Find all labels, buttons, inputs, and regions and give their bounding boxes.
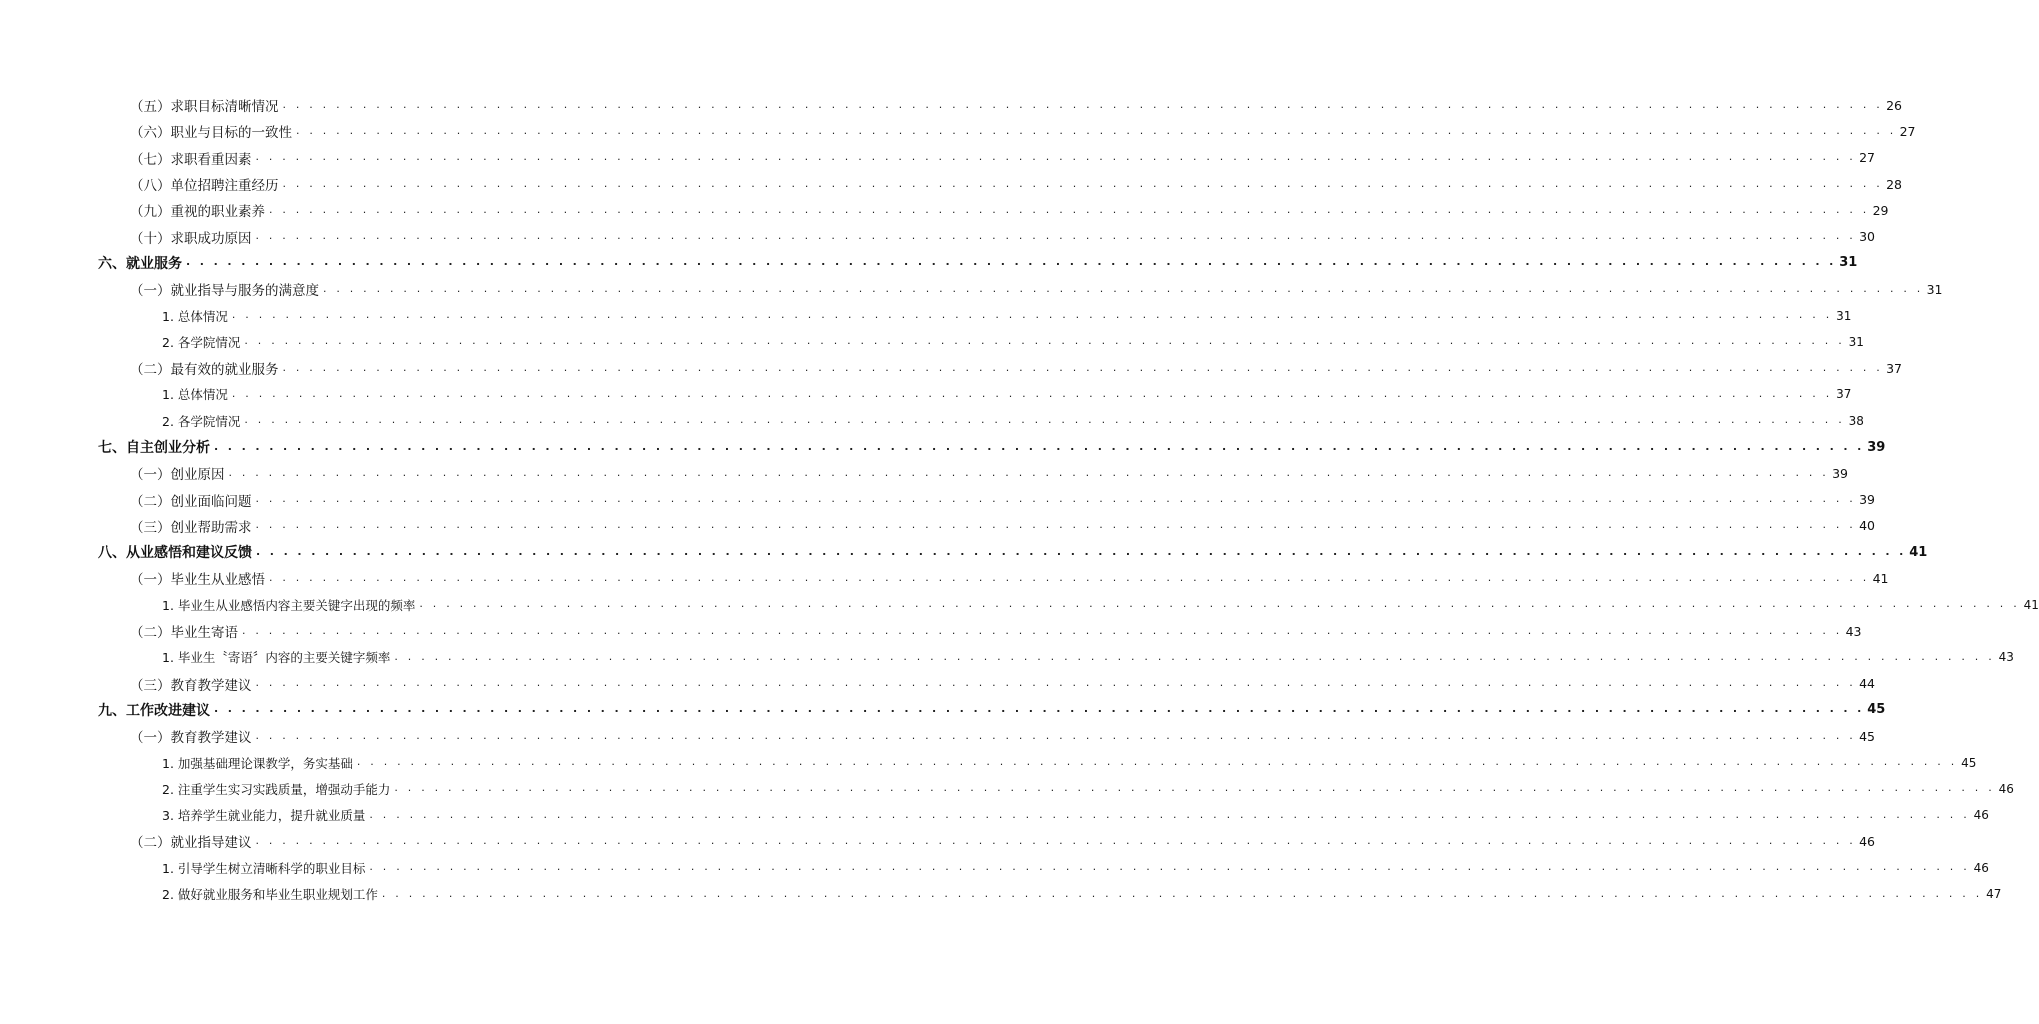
toc-entry-title: （五）求职目标清晰情况: [130, 95, 283, 115]
toc-entry-line: [162, 408, 1864, 434]
toc-entry-page-number: 45: [1859, 728, 1875, 744]
toc-entry: [0, 118, 1916, 144]
toc-entry-line: [130, 565, 1889, 591]
dot-leader: . . . . . . . . . . . . . . . . . . . . . . . . . . . . . . . . . . . . . . . . . . . . . . . . . . . . . . . . . . . . . . . . . . . . . . . . . . . . . . . . . . . . . . . . . . . . . . . . . . . . . . . . . . . . . . . . . . . . . . . .: [214, 439, 1865, 453]
dot-leader: . . . . . . . . . . . . . . . . . . . . . . . . . . . . . . . . . . . . . . . . . . . . . . . . . . . . . . . . . . . . . . . . . . . . . . . . . . . . . . . . . . . . . . . . . . . . . . . . . . . . . . . . . . . . . . . . . . . . . . . .: [296, 123, 1897, 137]
toc-entry-title: 九、工作改进建议: [98, 700, 214, 720]
toc-entry-title: 2. 各学院情况: [162, 412, 244, 430]
dot-leader: . . . . . . . . . . . . . . . . . . . . . . . . . . . . . . . . . . . . . . . . . . . . . . . . . . . . . . . . . . . . . . . . . . . . . . . . . . . . . . . . . . . . . . . . . . . . . . . . . . . . . . . . . . . . . . . . . . . . . . . .: [228, 465, 1829, 479]
toc-entry: [0, 250, 1858, 276]
toc-entry-title: （六）职业与目标的一致性: [130, 121, 296, 141]
toc-entry: [0, 749, 1977, 775]
dot-leader: . . . . . . . . . . . . . . . . . . . . . . . . . . . . . . . . . . . . . . . . . . . . . . . . . . . . . . . . . . . . . . . . . . . . . . . . . . . . . . . . . . . . . . . . . . . . . . . . . . . . . . . . . . . . . . . . . . . . . . . .: [231, 386, 1833, 400]
dot-leader: . . . . . . . . . . . . . . . . . . . . . . . . . . . . . . . . . . . . . . . . . . . . . . . . . . . . . . . . . . . . . . . . . . . . . . . . . . . . . . . . . . . . . . . . . . . . . . . . . . . . . . . . . . . . . . . . . . . . . . . .: [369, 860, 1970, 874]
toc-entry-line: [98, 539, 1928, 565]
toc-entry-title: （二）最有效的就业服务: [130, 358, 283, 378]
dot-leader: . . . . . . . . . . . . . . . . . . . . . . . . . . . . . . . . . . . . . . . . . . . . . . . . . . . . . . . . . . . . . . . . . . . . . . . . . . . . . . . . . . . . . . . . . . . . . . . . . . . . . . . . . . . . . . . . . . . . . . . .: [255, 728, 1856, 742]
toc-entry: [0, 539, 1928, 565]
dot-leader: . . . . . . . . . . . . . . . . . . . . . . . . . . . . . . . . . . . . . . . . . . . . . . . . . . . . . . . . . . . . . . . . . . . . . . . . . . . . . . . . . . . . . . . . . . . . . . . . . . . . . . . . . . . . . . . . . . . . . . . .: [269, 570, 1870, 584]
dot-leader: . . . . . . . . . . . . . . . . . . . . . . . . . . . . . . . . . . . . . . . . . . . . . . . . . . . . . . . . . . . . . . . . . . . . . . . . . . . . . . . . . . . . . . . . . . . . . . . . . . . . . . . . . . . . . . . . . . . . . . . .: [231, 308, 1833, 322]
toc-entry-title: 3. 培养学生就业能力，提升就业质量: [162, 806, 369, 824]
toc-entry-line: [162, 329, 1864, 355]
toc-entry: [0, 381, 1852, 407]
toc-entry-line: [130, 513, 1875, 539]
toc-entry: [0, 486, 1875, 512]
toc-entry-page-number: 31: [1836, 308, 1852, 323]
toc-entry-page-number: 27: [1859, 150, 1875, 166]
toc-entry-title: （一）毕业生从业感悟: [130, 568, 269, 588]
toc-entry-line: [162, 644, 2014, 670]
toc-entry-line: [130, 828, 1875, 854]
dot-leader: . . . . . . . . . . . . . . . . . . . . . . . . . . . . . . . . . . . . . . . . . . . . . . . . . . . . . . . . . . . . . . . . . . . . . . . . . . . . . . . . . . . . . . . . . . . . . . . . . . . . . . . . . . . . . . . . . . . . . . . .: [282, 360, 1883, 374]
toc-entry-title: 1. 总体情况: [162, 385, 232, 403]
toc-entry-title: 1. 加强基础理论课教学，务实基础: [162, 754, 357, 772]
toc-entry-line: [130, 355, 1902, 381]
toc-entry-title: （三）教育教学建议: [130, 674, 256, 694]
toc-entry-line: [130, 486, 1875, 512]
toc-entry-line: [162, 855, 1989, 881]
dot-leader: . . . . . . . . . . . . . . . . . . . . . . . . . . . . . . . . . . . . . . . . . . . . . . . . . . . . . . . . . . . . . . . . . . . . . . . . . . . . . . . . . . . . . . . . . . . . . . . . . . . . . . . . . . . . . . . . . . . . . . . .: [255, 518, 1856, 532]
toc-entry-page-number: 44: [1859, 676, 1875, 692]
toc-entry: [0, 434, 1886, 460]
toc-entry-title: 2. 做好就业服务和毕业生职业规划工作: [162, 885, 382, 903]
toc-entry-page-number: 29: [1872, 202, 1889, 218]
dot-leader: . . . . . . . . . . . . . . . . . . . . . . . . . . . . . . . . . . . . . . . . . . . . . . . . . . . . . . . . . . . . . . . . . . . . . . . . . . . . . . . . . . . . . . . . . . . . . . . . . . . . . . . . . . . . . . . . . . . . . . . .: [394, 781, 1995, 795]
toc-entry-title: 1. 毕业生〝寄语〞内容的主要关键字频率: [162, 648, 394, 666]
toc-entry: [0, 592, 2039, 618]
toc-entry-title: 1. 总体情况: [162, 307, 232, 325]
toc-entry: [0, 197, 1889, 223]
dot-leader: . . . . . . . . . . . . . . . . . . . . . . . . . . . . . . . . . . . . . . . . . . . . . . . . . . . . . . . . . . . . . . . . . . . . . . . . . . . . . . . . . . . . . . . . . . . . . . . . . . . . . . . . . . . . . . . . . . . . . . . .: [255, 150, 1856, 164]
toc-entry: [0, 671, 1875, 697]
toc-entry-page-number: 39: [1867, 439, 1886, 455]
toc-entry-page-number: 27: [1899, 123, 1916, 139]
dot-leader: . . . . . . . . . . . . . . . . . . . . . . . . . . . . . . . . . . . . . . . . . . . . . . . . . . . . . . . . . . . . . . . . . . . . . . . . . . . . . . . . . . . . . . . . . . . . . . . . . . . . . . . . . . . . . . . . . . . . . . . .: [269, 202, 1870, 216]
dot-leader: . . . . . . . . . . . . . . . . . . . . . . . . . . . . . . . . . . . . . . . . . . . . . . . . . . . . . . . . . . . . . . . . . . . . . . . . . . . . . . . . . . . . . . . . . . . . . . . . . . . . . . . . . . . . . . . . . . . . . . . .: [394, 649, 1995, 663]
toc-entry: [0, 697, 1886, 723]
toc-entry-line: [162, 881, 2002, 907]
toc-entry-title: （二）创业面临问题: [130, 490, 256, 510]
toc-entry: [0, 355, 1902, 381]
toc-entry-title: （三）创业帮助需求: [130, 516, 256, 536]
toc-entry-page-number: 37: [1836, 387, 1852, 402]
toc-entry: [0, 776, 2014, 802]
toc-entry-title: 2. 各学院情况: [162, 333, 244, 351]
toc-entry-page-number: 43: [1845, 623, 1862, 639]
toc-entry-page-number: 37: [1886, 360, 1902, 376]
toc-entry-line: [130, 618, 1862, 644]
toc-entry-title: 2. 注重学生实习实践质量，增强动手能力: [162, 780, 394, 798]
toc-entry: [0, 802, 1989, 828]
toc-entry: [0, 92, 1902, 118]
toc-entry-title: （一）教育教学建议: [130, 726, 256, 746]
toc-entry-title: （二）就业指导建议: [130, 831, 256, 851]
dot-leader: . . . . . . . . . . . . . . . . . . . . . . . . . . . . . . . . . . . . . . . . . . . . . . . . . . . . . . . . . . . . . . . . . . . . . . . . . . . . . . . . . . . . . . . . . . . . . . . . . . . . . . . . . . . . . . . . . . . . . . . .: [186, 255, 1837, 269]
toc-entry-line: [130, 460, 1848, 486]
toc-entry-line: [162, 592, 2039, 618]
toc-entry-page-number: 47: [1986, 887, 2002, 902]
toc-entry: [0, 171, 1902, 197]
toc-entry: [0, 223, 1875, 249]
toc-entry-line: [130, 145, 1875, 171]
dot-leader: . . . . . . . . . . . . . . . . . . . . . . . . . . . . . . . . . . . . . . . . . . . . . . . . . . . . . . . . . . . . . . . . . . . . . . . . . . . . . . . . . . . . . . . . . . . . . . . . . . . . . . . . . . . . . . . . . . . . . . . .: [242, 623, 1843, 637]
toc-entry-line: [162, 749, 1977, 775]
dot-leader: . . . . . . . . . . . . . . . . . . . . . . . . . . . . . . . . . . . . . . . . . . . . . . . . . . . . . . . . . . . . . . . . . . . . . . . . . . . . . . . . . . . . . . . . . . . . . . . . . . . . . . . . . . . . . . . . . . . . . . . .: [255, 676, 1856, 690]
toc-entry-title: （九）重视的职业素养: [130, 200, 269, 220]
toc-entry-page-number: 45: [1867, 702, 1886, 718]
toc-entry-page-number: 43: [1998, 650, 2014, 665]
dot-leader: . . . . . . . . . . . . . . . . . . . . . . . . . . . . . . . . . . . . . . . . . . . . . . . . . . . . . . . . . . . . . . . . . . . . . . . . . . . . . . . . . . . . . . . . . . . . . . . . . . . . . . . . . . . . . . . . . . . . . . . .: [255, 833, 1856, 847]
table-of-contents: [0, 92, 2039, 907]
toc-entry-page-number: 46: [1973, 860, 1989, 875]
toc-entry: [0, 565, 1889, 591]
toc-entry-page-number: 39: [1859, 492, 1875, 508]
toc-entry-page-number: 31: [1839, 255, 1858, 271]
toc-entry-title: 1. 引导学生树立清晰科学的职业目标: [162, 859, 369, 877]
toc-entry-title: （二）毕业生寄语: [130, 621, 242, 641]
toc-entry: [0, 329, 1864, 355]
toc-entry-title: 八、从业感悟和建议反馈: [98, 542, 256, 562]
toc-entry-title: 六、就业服务: [98, 253, 186, 273]
dot-leader: . . . . . . . . . . . . . . . . . . . . . . . . . . . . . . . . . . . . . . . . . . . . . . . . . . . . . . . . . . . . . . . . . . . . . . . . . . . . . . . . . . . . . . . . . . . . . . . . . . . . . . . . . . . . . . . . . . . . . . . .: [323, 281, 1924, 295]
dot-leader: . . . . . . . . . . . . . . . . . . . . . . . . . . . . . . . . . . . . . . . . . . . . . . . . . . . . . . . . . . . . . . . . . . . . . . . . . . . . . . . . . . . . . . . . . . . . . . . . . . . . . . . . . . . . . . . . . . . . . . . .: [369, 807, 1970, 821]
toc-entry-line: [130, 118, 1916, 144]
dot-leader: . . . . . . . . . . . . . . . . . . . . . . . . . . . . . . . . . . . . . . . . . . . . . . . . . . . . . . . . . . . . . . . . . . . . . . . . . . . . . . . . . . . . . . . . . . . . . . . . . . . . . . . . . . . . . . . . . . . . . . . .: [256, 544, 1907, 558]
toc-entry-page-number: 46: [1998, 781, 2014, 796]
toc-entry-page-number: 40: [1859, 518, 1875, 534]
toc-entry: [0, 460, 1848, 486]
toc-entry-page-number: 28: [1886, 176, 1902, 192]
toc-entry: [0, 723, 1875, 749]
dot-leader: . . . . . . . . . . . . . . . . . . . . . . . . . . . . . . . . . . . . . . . . . . . . . . . . . . . . . . . . . . . . . . . . . . . . . . . . . . . . . . . . . . . . . . . . . . . . . . . . . . . . . . . . . . . . . . . . . . . . . . . .: [282, 176, 1883, 190]
toc-entry-page-number: 30: [1859, 229, 1875, 245]
toc-entry-page-number: 45: [1961, 755, 1977, 770]
toc-entry-page-number: 31: [1926, 281, 1943, 297]
toc-entry-page-number: 46: [1859, 833, 1875, 849]
toc-entry-line: [162, 302, 1852, 328]
toc-entry: [0, 644, 2014, 670]
toc-entry-title: 1. 毕业生从业感悟内容主要关键字出现的频率: [162, 596, 419, 614]
toc-entry-line: [130, 171, 1902, 197]
toc-entry-page-number: 31: [1848, 334, 1864, 349]
toc-entry: [0, 618, 1862, 644]
toc-entry-page-number: 38: [1848, 413, 1864, 428]
toc-entry-page-number: 41: [2023, 597, 2039, 612]
toc-entry-title: （八）单位招聘注重经历: [130, 174, 283, 194]
toc-entry-title: （一）就业指导与服务的满意度: [130, 279, 323, 299]
toc-entry-line: [98, 697, 1886, 723]
toc-entry-title: 七、自主创业分析: [98, 437, 214, 457]
toc-entry-line: [130, 723, 1875, 749]
dot-leader: . . . . . . . . . . . . . . . . . . . . . . . . . . . . . . . . . . . . . . . . . . . . . . . . . . . . . . . . . . . . . . . . . . . . . . . . . . . . . . . . . . . . . . . . . . . . . . . . . . . . . . . . . . . . . . . . . . . . . . . .: [255, 492, 1856, 506]
toc-entry-line: [162, 802, 1989, 828]
toc-entry-line: [130, 671, 1875, 697]
toc-entry-line: [98, 434, 1886, 460]
dot-leader: . . . . . . . . . . . . . . . . . . . . . . . . . . . . . . . . . . . . . . . . . . . . . . . . . . . . . . . . . . . . . . . . . . . . . . . . . . . . . . . . . . . . . . . . . . . . . . . . . . . . . . . . . . . . . . . . . . . . . . . .: [244, 334, 1845, 348]
toc-entry: [0, 408, 1864, 434]
toc-entry: [0, 513, 1875, 539]
toc-entry-line: [162, 776, 2014, 802]
toc-entry-line: [162, 381, 1852, 407]
toc-entry-title: （十）求职成功原因: [130, 227, 256, 247]
toc-entry: [0, 855, 1989, 881]
toc-entry: [0, 828, 1875, 854]
toc-entry-line: [130, 223, 1875, 249]
toc-entry-page-number: 46: [1973, 808, 1989, 823]
dot-leader: . . . . . . . . . . . . . . . . . . . . . . . . . . . . . . . . . . . . . . . . . . . . . . . . . . . . . . . . . . . . . . . . . . . . . . . . . . . . . . . . . . . . . . . . . . . . . . . . . . . . . . . . . . . . . . . . . . . . . . . .: [214, 702, 1865, 716]
toc-entry-page-number: 39: [1832, 465, 1848, 481]
dot-leader: . . . . . . . . . . . . . . . . . . . . . . . . . . . . . . . . . . . . . . . . . . . . . . . . . . . . . . . . . . . . . . . . . . . . . . . . . . . . . . . . . . . . . . . . . . . . . . . . . . . . . . . . . . . . . . . . . . . . . . . .: [356, 755, 1958, 769]
toc-entry-page-number: 41: [1872, 570, 1889, 586]
dot-leader: . . . . . . . . . . . . . . . . . . . . . . . . . . . . . . . . . . . . . . . . . . . . . . . . . . . . . . . . . . . . . . . . . . . . . . . . . . . . . . . . . . . . . . . . . . . . . . . . . . . . . . . . . . . . . . . . . . . . . . . .: [244, 413, 1845, 427]
toc-entry-page-number: 41: [1909, 544, 1928, 560]
toc-entry: [0, 276, 1943, 302]
toc-entry-line: [130, 276, 1943, 302]
toc-entry: [0, 302, 1852, 328]
toc-entry-title: （一）创业原因: [130, 463, 229, 483]
dot-leader: . . . . . . . . . . . . . . . . . . . . . . . . . . . . . . . . . . . . . . . . . . . . . . . . . . . . . . . . . . . . . . . . . . . . . . . . . . . . . . . . . . . . . . . . . . . . . . . . . . . . . . . . . . . . . . . . . . . . . . . .: [255, 229, 1856, 243]
toc-entry-line: [98, 250, 1858, 276]
toc-entry-page-number: 26: [1886, 97, 1902, 113]
toc-entry-line: [130, 197, 1889, 223]
dot-leader: . . . . . . . . . . . . . . . . . . . . . . . . . . . . . . . . . . . . . . . . . . . . . . . . . . . . . . . . . . . . . . . . . . . . . . . . . . . . . . . . . . . . . . . . . . . . . . . . . . . . . . . . . . . . . . . . . . . . . . . .: [282, 97, 1883, 111]
dot-leader: . . . . . . . . . . . . . . . . . . . . . . . . . . . . . . . . . . . . . . . . . . . . . . . . . . . . . . . . . . . . . . . . . . . . . . . . . . . . . . . . . . . . . . . . . . . . . . . . . . . . . . . . . . . . . . . . . . . . . . . .: [381, 886, 1983, 900]
toc-entry: [0, 881, 2002, 907]
toc-entry-line: [130, 92, 1902, 118]
toc-entry: [0, 145, 1875, 171]
toc-entry-title: （七）求职看重因素: [130, 148, 256, 168]
dot-leader: . . . . . . . . . . . . . . . . . . . . . . . . . . . . . . . . . . . . . . . . . . . . . . . . . . . . . . . . . . . . . . . . . . . . . . . . . . . . . . . . . . . . . . . . . . . . . . . . . . . . . . . . . . . . . . . . . . . . . . . .: [419, 597, 2020, 611]
